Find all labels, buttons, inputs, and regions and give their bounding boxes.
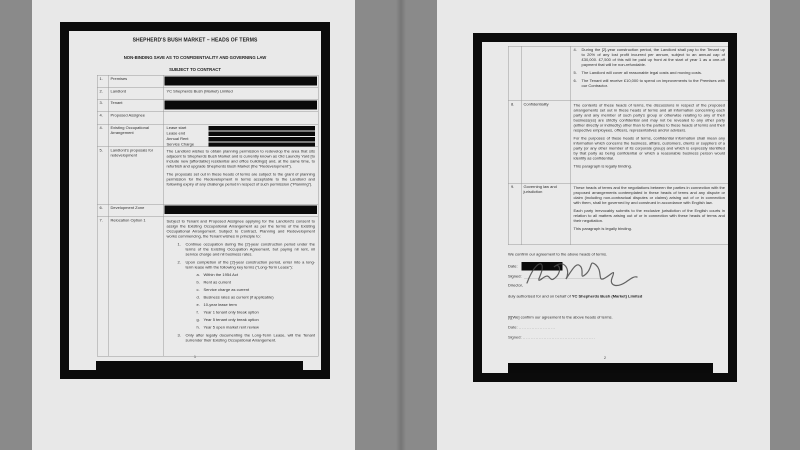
paragraph: The contents of these heads of terms, the discussions in respect of the proposed arrangements set out in these heads of terms and all information concerning each party and any member of such party's group or otherwise relating to any of their business(es) are strictly confidential and may not be revealed to any other party (either directly or indirectly) other than to the parties to these heads of terms and their respective employees, officers, representatives and/or advisers. [573, 103, 725, 133]
row-number: 9. [509, 184, 522, 245]
page-number: 1 [194, 355, 196, 359]
list-item: 2. Upon completion of the [2]-year construction period, enter into a long-term lease with the following key terms (“Long-Term Lease”): [177, 260, 315, 270]
dotted-line: ....................... [518, 325, 556, 330]
row-label: Landlord's proposals for redevelopment [109, 147, 164, 204]
redaction-bar-footer [96, 361, 303, 370]
list-item: 5. The Landlord will cover all reasonable legal costs and moving costs. [573, 70, 703, 75]
paragraph: For the purposes of these heads of terms, confidential information shall mean any information which concerns the business, affairs, customers, clients or suppliers of a party (or any other member of its corporate group) and which is expressly identified by that party as being confidential or which a reasonable business person would identify as confidential. [573, 136, 725, 161]
document-subtitle-1: NON-BINDING SAVE AS TO CONFIDENTIALITY AND GOVERNING LAW [123, 55, 267, 60]
page-2[interactable] [473, 33, 737, 382]
row-number: 1. [98, 76, 109, 88]
sub-list-item: c. Service charge as current [196, 287, 250, 292]
blank-date-line: Date: ....................... [508, 325, 556, 330]
paragraph: The proposals set out in these heads of terms are subject to the grant of planning permission for the Redevelopment in terms acceptable to the Landlord and following expiry of any challenge period in respect of such permission (“Planning”). [166, 172, 315, 187]
page-gap-seam [396, 0, 406, 450]
table-row-proposed-assignee [98, 112, 319, 125]
row-label: Relocation Option 1 [109, 217, 164, 356]
sub-list-item: f. Year 1 tenant only break option [196, 310, 259, 315]
sub-list-item: h. Year 5 open market rent review [196, 325, 259, 330]
table-row-tenant [98, 100, 319, 113]
sub-list-item: a. Within the 1954 Act [196, 272, 238, 277]
director-label: Director, [508, 283, 523, 288]
row-content [571, 184, 729, 245]
row-content [164, 76, 319, 88]
redaction-bar [165, 77, 318, 86]
company-name: YC Shepherds Bush (Market) Limited [571, 294, 643, 299]
authorisation-line: duly authorised for and on behalf of YC Shepherds Bush (Market) Limited [508, 294, 643, 299]
redaction-bar [209, 126, 316, 131]
row-content [164, 100, 319, 112]
row-number: 3. [98, 100, 109, 112]
handwritten-signature [524, 255, 642, 293]
page-1[interactable] [60, 22, 330, 379]
redaction-bar [165, 101, 318, 110]
row-content [571, 47, 729, 101]
paragraph: This paragraph is legally binding. [573, 164, 632, 169]
service-charge-line: Service Charge [167, 142, 316, 147]
row-label: Premises [109, 76, 164, 88]
redaction-bar-footer [508, 363, 713, 373]
page-number: 2 [604, 356, 606, 360]
table-row-premises [98, 76, 319, 89]
confirmation-statement: We confirm our agreement to the above heads of terms. [508, 252, 608, 257]
table-row-landlord [98, 88, 319, 100]
row-content [571, 101, 729, 183]
document-title: SHEPHERD'S BUSH MARKET – HEADS OF TERMS [132, 37, 258, 43]
row-label: Proposed Assignee [109, 112, 164, 124]
paragraph: Each party irrevocably submits to the exclusive jurisdiction of the English courts in relation to all matters arising out of or in connection with these heads of terms and their negotiation. [573, 208, 725, 223]
row-number: 4. [98, 125, 109, 147]
list-item: 3. Only after legally documenting the Long-Term Lease, will the Tenant surrender their Existing Occupational Arrangement. [177, 333, 315, 343]
row-number: 5. [98, 147, 109, 204]
redaction-bar [209, 142, 316, 146]
terms-table-page1 [97, 75, 319, 357]
paragraph: These heads of terms and the negotiations between the parties in connection with the proposed arrangements contemplated in these heads of terms and any dispute or claim (including non-contractual disputes or claims) arising out of or in connection with them, shall be governed by and construed in accordance with English law. [573, 185, 725, 205]
list-item: 4. During the [2]-year construction period, the Landlord shall pay to the Tenant up to 20% of any lost profit incurred per annum, subject to an annual cap of £30,000. £7,500 of this will be paid up front at the start of year 1 as a one-off payment that will be non-refundable. [573, 47, 725, 67]
table-row-confidentiality [509, 101, 729, 184]
redaction-bar [165, 206, 318, 215]
table-row-development-zone [98, 205, 319, 218]
row-number: 6. [98, 205, 109, 217]
table-row-landlords-proposals [98, 147, 319, 205]
table-row-existing-occupational [98, 125, 319, 148]
table-row-continuation [509, 47, 729, 102]
list-item: 1. Continue occupation during the [2]-year construction period under the terms of the Existing Occupation Agreement, but paying nil rent, nil service charge and nil business rates. [177, 242, 315, 257]
sub-list-item: e. 10-year lease term [196, 302, 237, 307]
row-content [164, 125, 319, 147]
sub-list-item: d. Business rates as current (if applicable) [196, 295, 274, 300]
redaction-bar [209, 131, 316, 136]
row-number: 7. [98, 217, 109, 356]
row-label: Tenant [109, 100, 164, 112]
redaction-bar [209, 137, 316, 142]
table-row-relocation-option [98, 217, 319, 357]
row-content: YC Shepherds Bush (Market) Limited [164, 88, 319, 99]
dotted-line: ............................................. [522, 335, 596, 340]
row-number [509, 47, 522, 101]
row-label [522, 47, 571, 101]
row-label: Development Zone [109, 205, 164, 217]
row-content [164, 205, 319, 217]
table-row-governing-law [509, 184, 729, 246]
row-content [164, 217, 319, 356]
sub-list-item: g. Year 5 tenant only break option [196, 317, 259, 322]
row-number: 4. [98, 112, 109, 124]
row-label: Governing law and jurisdiction [522, 184, 571, 245]
document-subtitle-2: SUBJECT TO CONTRACT [169, 67, 221, 72]
terms-table-page2 [508, 46, 729, 245]
paragraph: The Landlord wishes to obtain planning permission to redevelop the area that sits adjacent to Shepherds Bush Market and is currently known as Old Laundry Yard [to include new [affordable] residential and office buildings] and, at the same time, to refurbish and upgrade Shepherds Bush Market (the “Redevelopment”). [166, 149, 315, 169]
lease-start-line: Lease start [167, 126, 316, 131]
paragraph: Subject to Tenant and Proposed Assignee applying for the Landlord's consent to assign the Existing Occupational Arrangement as per the terms of the Existing Occupational Arrangement. Subject to Contract, Planning and Redevelopment works commencing, the Tenant wishes in principle to: [166, 219, 315, 239]
row-number: 2. [98, 88, 109, 99]
paragraph: This paragraph is legally binding. [573, 226, 632, 231]
lease-end-line: Lease end [167, 131, 316, 136]
date-label: Date: [508, 263, 518, 269]
second-confirmation-statement: [I][We] confirm our agreement to the above heads of terms. [508, 315, 613, 320]
signed-label: Signed: [508, 274, 522, 279]
row-label: Existing Occupational Arrangement [109, 125, 164, 147]
blank-signed-line: Signed: ............................................. [508, 335, 596, 340]
annual-rent-line: Annual Rent [167, 137, 316, 142]
row-label: Landlord [109, 88, 164, 99]
row-content [164, 112, 319, 124]
row-number: 8. [509, 101, 522, 183]
list-item: 6. The Tenant will receive £10,000 to spend on improvements to the Premises with our Contractor. [573, 78, 725, 88]
row-content [164, 147, 319, 204]
sub-list-item: b. Rent as current [196, 280, 231, 285]
row-label: Confidentiality [522, 101, 571, 183]
